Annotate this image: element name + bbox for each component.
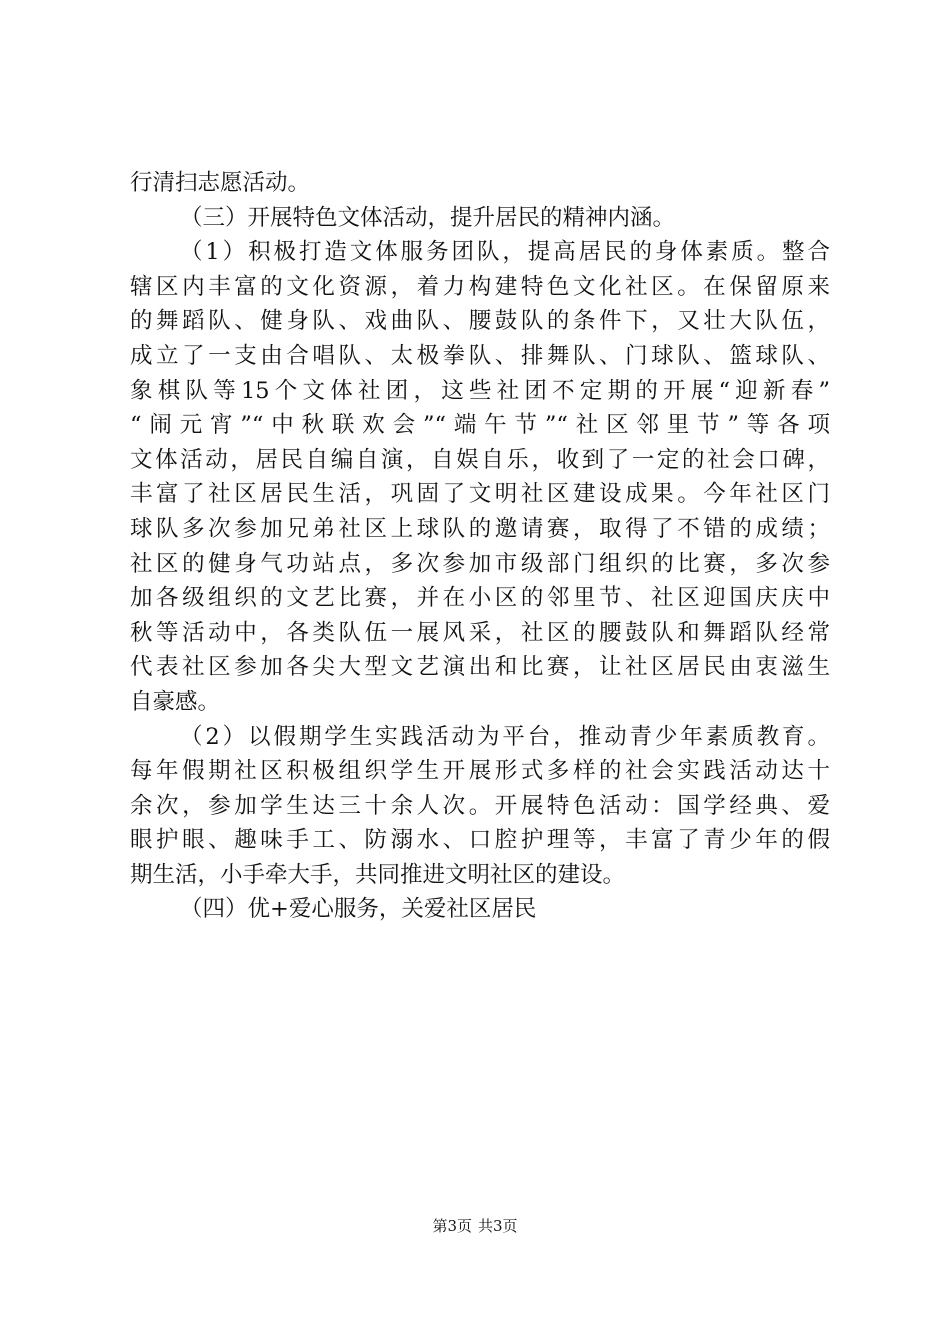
paragraph-1-line: 加各级组织的文艺比赛，并在小区的邻里节、社区迎国庆庆中: [130, 585, 830, 612]
paragraph-1-line: 的舞蹈队、健身队、戏曲队、腰鼓队的条件下，又壮大队伍，: [130, 308, 830, 335]
paragraph-2-line: 每年假期社区积极组织学生开展形式多样的社会实践活动达十: [130, 758, 830, 785]
body-text: [130, 166, 830, 927]
paragraph-2-line: 余次，参加学生达三十余人次。开展特色活动：国学经典、爱: [130, 792, 830, 819]
paragraph-1-line: （1）积极打造文体服务团队，提高居民的身体素质。整合: [180, 239, 830, 266]
paragraph-2-line: （2）以假期学生实践活动为平台，推动青少年素质教育。: [180, 723, 830, 750]
paragraph-1-line: 文体活动，居民自编自演，自娱自乐，收到了一定的社会口碑，: [130, 446, 830, 473]
paragraph-1-line: 自豪感。: [130, 688, 221, 715]
paragraph-1-line: 丰富了社区居民生活，巩固了文明社区建设成果。今年社区门: [130, 481, 830, 508]
page-number: 第3页: [432, 1217, 472, 1235]
section-heading-3: （三）开展特色文体活动，提升居民的精神内涵。: [180, 204, 676, 231]
paragraph-1-line: 秋等活动中，各类队伍一展风采，社区的腰鼓队和舞蹈队经常: [130, 619, 830, 646]
paragraph-1-line: 象棋队等15个文体社团，这些社团不定期的开展“迎新春”: [130, 377, 830, 404]
paragraph-1-line: 社区的健身气功站点，多次参加市级部门组织的比赛，多次参: [130, 550, 830, 577]
page-total: 共3页: [478, 1217, 518, 1235]
paragraph-2-line: 眼护眼、趣味手工、防溺水、口腔护理等，丰富了青少年的假: [130, 827, 830, 854]
page-footer: [0, 1216, 950, 1236]
paragraph-2-line: 期生活，小手牵大手，共同推进文明社区的建设。: [130, 861, 626, 888]
paragraph-1-line: 辖区内丰富的文化资源，着力构建特色文化社区。在保留原来: [130, 273, 830, 300]
section-heading-4: （四）优+爱心服务，关爱社区居民: [180, 896, 537, 923]
paragraph-1-line: 球队多次参加兄弟社区上球队的邀请赛，取得了不错的成绩；: [130, 515, 830, 542]
text-line: 行清扫志愿活动。: [130, 170, 311, 196]
paragraph-1-line: 成立了一支由合唱队、太极拳队、排舞队、门球队、篮球队、: [130, 342, 830, 369]
paragraph-1-line: 代表社区参加各尖大型文艺演出和比赛，让社区居民由衷滋生: [130, 654, 830, 681]
paragraph-1-line: “闹元宵”“中秋联欢会”“端午节”“社区邻里节”等各项: [130, 412, 830, 439]
